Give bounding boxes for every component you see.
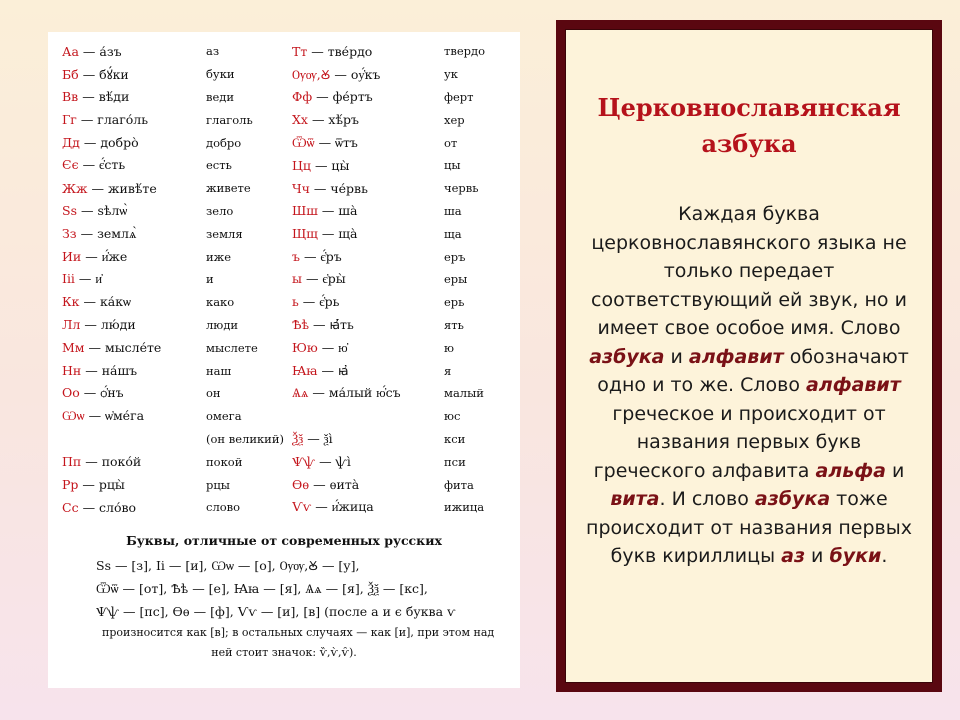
emphasized-word: азбука [754,488,831,510]
church-letter-name: — лю́ди [84,317,136,333]
church-letter: Ѯѯ [292,430,304,446]
modern-name: еры [444,272,468,287]
left-letter-cell [54,385,206,401]
left-letter-cell [54,89,206,104]
table-row [54,40,514,63]
church-letter-name: — ща̀ [321,226,358,242]
modern-name: твердо [444,44,486,59]
modern-name: юс [444,409,461,424]
modern-name: ща [444,226,462,241]
table-row [54,428,514,451]
left-letter-cell [54,294,206,310]
church-letter-name: — є҆́ръ [303,248,342,264]
church-letter-name: — є҆ры̀ [305,271,346,287]
right-letter-cell [292,477,444,492]
body-text-segment: и [664,345,689,368]
left-letter-cell [54,135,206,150]
church-letter-name: — вѣ́ди [82,89,130,105]
text-box [565,29,933,683]
left-letter-cell [54,340,206,355]
church-letter: Фф [292,89,313,105]
church-letter-name: — землѧ̀ [80,225,137,241]
church-letter-name: — че́рвь [313,180,368,196]
table-row [54,245,514,268]
church-letter: ь [292,294,299,310]
left-letter-cell [54,408,206,424]
modern-name: еръ [444,249,466,264]
church-letter-name: — глаго́ль [80,112,149,128]
text-box-frame [556,20,942,692]
right-letter-cell [292,363,444,378]
modern-name: веди [206,89,235,104]
church-letter: ы [292,271,302,287]
right-letter-cell [292,431,444,447]
church-letter: Ѕѕ [62,202,77,218]
table-row [54,291,514,314]
church-letter-name: — ѳита̀ [313,477,360,493]
modern-name: хер [444,112,465,127]
modern-name: кси [444,431,466,446]
church-letter: Кк [62,294,80,310]
church-letter-name: — ѱі̀ [319,454,351,470]
church-letter-name: — рцы̀ [82,477,125,493]
church-letter: Юю [292,339,318,355]
church-letter-name: — ѕѣлѡ̀ [80,202,128,218]
modern-name: червь [444,181,479,196]
table-row [54,131,514,154]
church-letter-name: — ꙗ҆́ть [313,317,354,333]
differences-line: Ѿѿ — [от], Ѣѣ — [е], Ꙗꙗ — [я], Ѧѧ — [я], Ѯѯ — [кс], [96,580,428,596]
emphasized-word: буки [829,545,882,567]
church-letter-name: — и҆́жица [315,499,374,515]
modern-name: ерь [444,295,465,310]
church-letter: Оо [62,385,80,401]
body-text-segment: и [885,459,905,482]
church-letter: Чч [292,180,310,196]
church-letter: Вв [62,89,79,105]
church-letter: Хх [292,112,308,128]
church-letter-name: — ѻ҆́нъ [83,385,124,401]
body-text-segment: греческое и происходит от названия первых букв греческого алфавита [593,402,886,482]
right-letter-cell [292,135,444,151]
left-letter-cell [54,500,206,515]
modern-name: земля [206,226,243,241]
table-row [54,154,514,177]
right-letter-cell [292,158,444,173]
right-letter-cell [292,385,444,401]
church-letter-name: — хѣ́ръ [311,112,359,128]
church-letter: Ѡѡ [62,408,85,424]
differences-line: Ѕѕ — [з], Іі — [и], Ѡѡ — [о], Ѹѹ,Ꙋ — [у], [96,557,360,573]
church-letter: Тт [292,43,308,59]
church-letter-name: — оу҆́къ [334,66,381,82]
church-letter: Бб [62,66,79,82]
body-text-segment: Каждая буква церковнославянского языка не только передает соответствующий ей звук, но и имеет свое особое имя. Слово [591,203,907,339]
church-letter-name: — на́шъ [85,363,138,379]
right-letter-cell [292,226,444,241]
church-letter: Нн [62,363,82,379]
church-letter-name: — и҆́же [85,248,128,264]
body-text-segment: . И слово [659,488,755,510]
church-letter-name: — цы̀ [314,157,350,173]
church-letter-name: — фе́ртъ [316,89,373,105]
church-letter-name: — ка́кѡ [83,294,131,310]
slide-heading: Церковнославянская азбука [597,93,901,158]
emphasized-word: аз [781,545,806,567]
church-letter: Ѵѵ [292,499,312,515]
left-letter-cell [54,454,206,469]
modern-name: иже [206,249,232,264]
modern-name: зело [206,203,234,218]
differences-block [54,554,514,663]
modern-name: слово [206,500,241,515]
church-letter: Щщ [292,226,318,242]
right-letter-cell [292,181,444,196]
table-row [54,382,514,405]
church-letter: Ии [62,248,82,264]
right-letter-cell [292,112,444,127]
modern-name: пси [444,454,466,469]
modern-name: буки [206,67,235,82]
church-letter-name: — сло́во [82,499,137,515]
church-letter: Лл [62,317,81,333]
church-letter-name: — добро̀ [83,135,139,151]
modern-name: покой [206,454,243,469]
church-letter-name: — ѿтъ [318,134,358,150]
modern-name: глаголь [206,112,253,127]
right-letter-cell [292,454,444,469]
church-letter: Ііі [62,271,75,287]
left-letter-cell [54,363,206,378]
alphabet-rows [54,40,514,519]
differences-line: произносится как [в]; в остальных случаях — как [и], при этом над [102,625,495,639]
church-letter: Дд [62,135,80,151]
church-letter: Жж [62,180,88,196]
church-letter: Шш [292,203,318,219]
emphasized-word: алфавит [805,374,901,396]
church-letter-name: — ша̀ [321,203,358,219]
church-letter: Мм [62,340,85,356]
left-letter-cell [54,226,206,242]
church-letter: Сс [62,499,79,515]
body-text-segment: и [805,545,830,567]
modern-name: добро [206,135,242,150]
modern-name: ферт [444,89,474,104]
table-row [54,222,514,245]
table-row [54,496,514,519]
church-letter-name: — и҆ [78,271,103,287]
table-row [54,200,514,223]
body-text-segment: обозначают одно и то же. Слово [597,345,909,396]
modern-name: есть [206,158,232,173]
table-row [54,63,514,86]
church-letter-name: — ꙗ҆ [321,363,349,379]
modern-name: аз [206,44,220,59]
table-row [54,336,514,359]
alphabet-table [48,32,520,688]
emphasized-word: альфа [815,459,886,482]
modern-name: фита [444,477,474,492]
right-letter-cell [292,203,444,218]
right-letter-cell [292,44,444,59]
table-row [54,86,514,109]
left-letter-cell [54,44,206,59]
church-letter-name: — ѯі̀ [307,430,333,446]
emphasized-word: алфавит [688,345,784,368]
church-letter: Ѹѹ,Ꙋ [292,66,331,82]
church-letter: Ѳѳ [292,477,310,493]
differences-line: ней стоит значок: ѷ,ѵ̀,ѵ̑). [211,645,357,659]
table-row [54,405,514,428]
modern-name: живете [206,181,251,196]
table-row [54,450,514,473]
church-letter: Ѧѧ [292,385,309,401]
right-letter-cell [292,499,444,515]
church-letter-name: — є҆́сть [82,157,126,173]
church-letter-name: — ѡ҆ме́га [88,408,145,424]
table-row [54,108,514,131]
differences-line: Ѱѱ — [пс], Ѳѳ — [ф], Ѵѵ — [и], [в] (после а и є буква ѵ [96,603,456,619]
body-text-segment: тоже происходит от названия первых букв кириллицы [586,488,912,567]
church-letter: Ѱѱ [292,454,316,470]
modern-name: люди [206,317,239,332]
modern-name: како [206,295,235,310]
body-paragraph [578,200,920,571]
table-row [54,177,514,200]
left-letter-cell [54,317,206,332]
right-letter-cell [292,271,444,287]
modern-name: ижица [444,500,485,515]
modern-name: он [206,386,221,401]
church-letter: Аа [62,43,79,59]
modern-name: я [444,363,452,378]
church-letter: Ꙗꙗ [292,363,318,379]
left-letter-cell [54,112,206,127]
church-letter-name: — поко́й [85,454,142,470]
church-letter: Гг [62,112,77,128]
left-letter-cell [54,181,206,196]
church-letter: Єє [62,157,79,173]
modern-name: ук [444,67,458,82]
right-letter-cell [292,89,444,104]
modern-name: рцы [206,477,230,492]
church-letter-name: — ю҆ [321,339,348,355]
church-letter: Ѣѣ [292,317,310,333]
modern-name: малый [444,386,484,401]
church-letter-name: — живѣ́те [91,180,157,196]
body-text-segment: . [881,545,888,567]
right-letter-cell [292,340,444,356]
modern-name: омега [206,409,242,424]
modern-name: наш [206,363,232,378]
church-letter: Ѿѿ [292,134,315,150]
church-letter: Пп [62,454,82,470]
church-letter: ъ [292,248,300,264]
modern-name: ять [444,317,464,332]
left-letter-cell [54,271,206,287]
modern-name: ю [444,340,455,355]
left-letter-cell [54,203,206,219]
right-letter-cell [292,66,444,83]
differences-title: Буквы, отличные от современных русских [126,532,442,548]
table-row [54,473,514,496]
emphasized-word: вита [610,488,660,510]
left-letter-cell [54,477,206,492]
church-letter-name: — а́зъ [82,43,122,59]
modern-name: от [444,135,458,150]
right-letter-cell [292,249,444,265]
church-letter-name: — є҆́рь [302,294,340,310]
church-letter-name: — мысле́те [88,340,162,356]
church-letter: Рр [62,477,79,493]
right-letter-cell [292,294,444,310]
table-row [54,314,514,337]
emphasized-word: азбука [589,345,665,368]
left-letter-cell [54,157,206,173]
modern-name: ша [444,203,462,218]
church-letter-name: — ма́лый ю҆́съ [312,385,401,401]
church-letter: Зз [62,225,77,241]
modern-name: цы [444,158,461,173]
table-row [54,268,514,291]
church-letter: Цц [292,157,311,173]
right-letter-cell [292,317,444,332]
left-letter-cell [54,66,206,83]
left-letter-cell [54,249,206,265]
church-letter-name: — тве́рдо [311,43,373,59]
modern-name: (он великий) [206,431,284,446]
table-row [54,359,514,382]
modern-name: и [206,272,214,287]
church-letter-name: — бꙋ́ки [82,66,129,82]
modern-name: мыслете [206,340,258,355]
